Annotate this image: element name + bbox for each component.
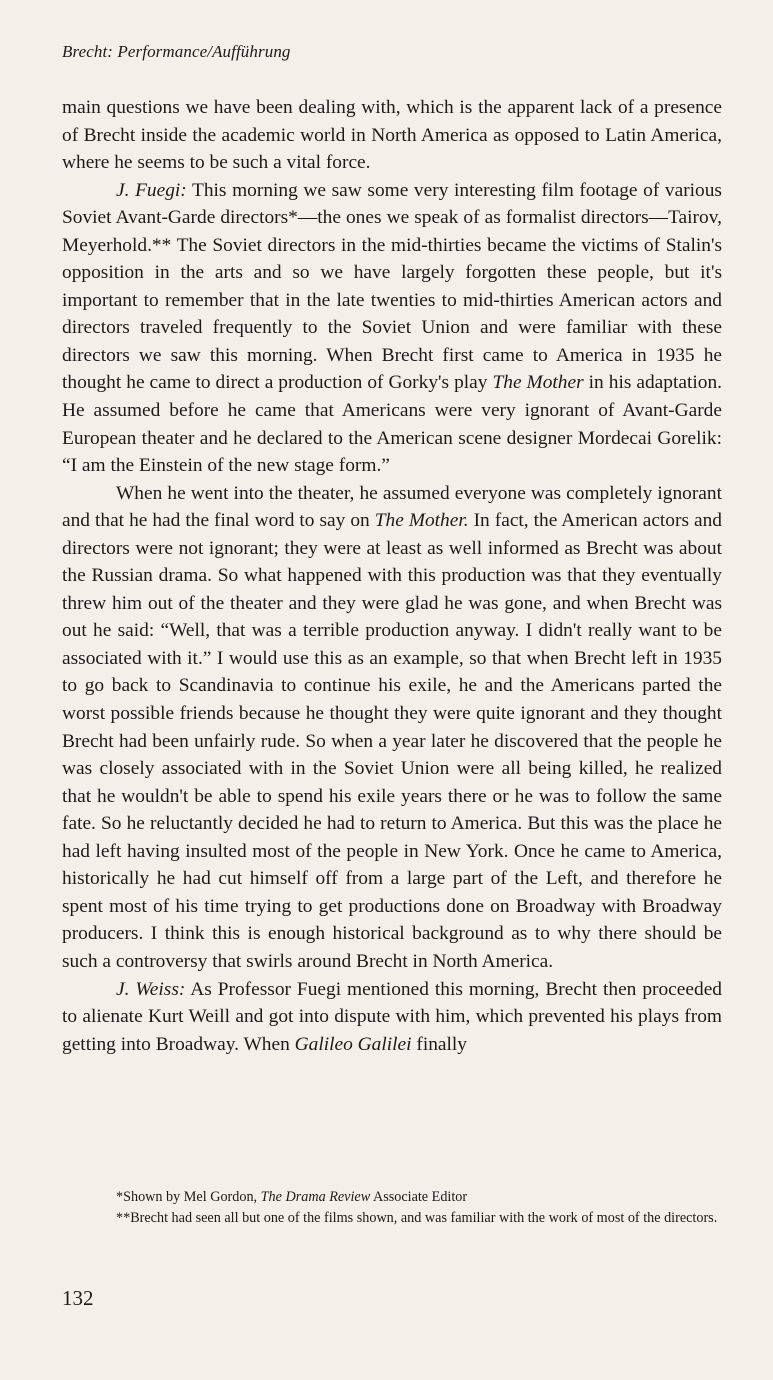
footnote-1 xyxy=(62,1187,722,1208)
title-the-mother: The Mother xyxy=(492,372,584,394)
paragraph-4-text-a: As Professor Fuegi mentioned this morning, Brecht then proceeded to alienate Kurt Weill and got into dispute with him, which prevented his plays from getting into Broadway. When xyxy=(62,978,722,1055)
paragraph-2 xyxy=(62,177,722,480)
footnote-2: **Brecht had seen all but one of the films shown, and was familiar with the work of most of the directors. xyxy=(116,1210,718,1226)
paragraph-3-text-a: When he went into the theater, he assumed everyone was completely ignorant and that he had the final word to say on xyxy=(62,482,722,532)
running-head: Brecht: Performance/Aufführung xyxy=(62,42,291,61)
paragraph-1: main questions we have been dealing with, which is the apparent lack of a presence of Brecht inside the academic world in North America as opposed to Latin America, where he seems to be such a vital force. xyxy=(62,97,722,174)
footnotes xyxy=(62,1187,722,1229)
speaker-weiss: J. Weiss: xyxy=(116,978,186,1000)
speaker-fuegi: J. Fuegi: xyxy=(116,179,187,201)
paragraph-4 xyxy=(62,976,722,1059)
page-number: 132 xyxy=(62,1286,94,1310)
footnote-1-title: The Drama Review xyxy=(260,1189,371,1205)
paragraph-4-text-b: finally xyxy=(411,1033,467,1055)
paragraph-3 xyxy=(62,480,722,976)
title-the-mother-2: The Mother. xyxy=(374,510,469,532)
title-galileo: Galileo Galilei xyxy=(294,1033,412,1055)
paragraph-2-text-b: in his adaptation. He assumed before he came that Americans were very ignorant of Avant-Garde European theater and he declared to the American scene designer Mordecai Gorelik: “I am the Einstein of the new stage form.” xyxy=(62,372,722,477)
paragraph-3-text-b: In fact, the American actors and directors were not ignorant; they were at least as well informed as Brecht was about the Russian drama. So what happened with this production was that they eventually threw him out of the theater and they were glad he was gone, and when Brecht was out he said: “Well, that was a terrible production anyway. I didn't really want to be associated with it.” I would use this as an example, so that when Brecht left in 1935 to go back to Scandinavia to continue his exile, he and the Americans parted the worst possible friends because he thought they were quite ignorant and they thought Brecht had been unfairly rude. So when a year later he discovered that the people he was closely associated with in the Soviet Union were all being killed, he realized that he wouldn't be able to spend his exile years there or he was to follow the same fate. So he reluctantly decided he had to return to America. But this was the place he had left having insulted most of the people in New York. Once he came to America, historically he had cut himself off from a large part of the Left, and therefore he spent most of his time trying to get productions done on Broadway with Broadway producers. I think this is enough historical background as to why there should be such a controversy that swirls around Brecht in North America. xyxy=(62,510,723,972)
footnote-1-text-b: Associate Editor xyxy=(370,1189,468,1205)
body-text xyxy=(62,94,722,1058)
footnote-1-text-a: *Shown by Mel Gordon, xyxy=(116,1189,261,1205)
paragraph-2-text-a: This morning we saw some very interesting film footage of various Soviet Avant-Garde directors*—the ones we speak of as formalist directors—Tairov, Meyerhold.** The Soviet directors in the mid-thirties became the victims of Stalin's opposition in the arts and so we have largely forgotten these people, but it's important to remember that in the late twenties to mid-thirties American actors and directors traveled frequently to the Soviet Union and were familiar with these directors we saw this morning. When Brecht first came to America in 1935 he thought he came to direct a production of Gorky's play xyxy=(62,179,722,394)
